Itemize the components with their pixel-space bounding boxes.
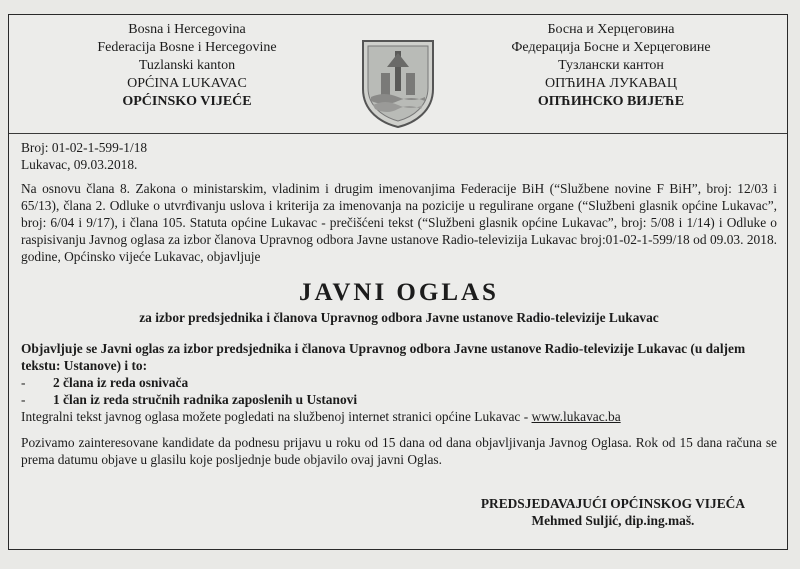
entity-name: Federacija Bosne i Hercegovine bbox=[97, 40, 277, 55]
integral-text-paragraph bbox=[21, 408, 777, 425]
announcement-body bbox=[21, 139, 777, 468]
publication-paragraph: Objavljuje se Javni oglas za izbor predsjednika i članova Upravnog odbora Javne ustanove Radio-televizije Lukavac (u daljem tekstu: Ustanove) i to: bbox=[21, 341, 746, 373]
legal-basis-paragraph: Na osnovu člana 8. Zakona o ministarskim, vladinim i drugim imenovanjima Federacije BiH (“Službene novine F BiH”, broj: 12/03 i 65/13), člana 2. Odluke o utvrđivanju uslova i kriterija za imenovanja na pozicije u regulirane organe (“Službeni glasnik općine Lukavac”, broj: 6/04 i 9/17), i člana 105. Statuta općine Lukavac - prečišćeni tekst (“Službeni glasnik općine Lukavac”, broj: 5/08 i 1/14) i Odluke o raspisivanju Javnog oglasa za izbor članova Upravnog odbora Javne ustanove Radio-televizija Lukavac broj:01-02-1-599/18 od 09.03. 2018. godine, Općinsko vijeće Lukavac, objavljuje bbox=[21, 181, 777, 264]
announcement-frame bbox=[8, 14, 788, 550]
letterhead bbox=[9, 15, 787, 134]
municipality-name-cyr: ОПЋИНА ЛУКАВАЦ bbox=[545, 76, 677, 91]
integral-text: Integralni tekst javnog oglasa možete pogledati na službenoj internet stranici općine Lukavac - bbox=[21, 409, 532, 424]
signatory-role: PREDSJEDAVAJUĆI OPĆINSKOG VIJEĆA bbox=[480, 496, 745, 511]
positions-list bbox=[21, 374, 777, 408]
signature-block bbox=[481, 495, 745, 529]
letterhead-latin bbox=[57, 21, 317, 111]
reference-number: Broj: 01-02-1-599-1/18 bbox=[21, 140, 148, 155]
list-dash: - bbox=[21, 392, 26, 407]
council-name: OPĆINSKO VIJEĆE bbox=[122, 94, 252, 109]
list-item-text: 2 člana iz reda osnivača bbox=[53, 375, 189, 390]
country-name-cyr: Босна и Херцеговина bbox=[547, 22, 675, 37]
coat-of-arms-icon bbox=[359, 37, 437, 129]
website-link[interactable]: www.lukavac.ba bbox=[531, 409, 621, 424]
document-date: Lukavac, 09.03.2018. bbox=[21, 157, 138, 172]
list-item bbox=[21, 391, 777, 408]
letterhead-cyrillic bbox=[481, 21, 741, 111]
country-name: Bosna i Hercegovina bbox=[128, 22, 246, 37]
signatory-name: Mehmed Suljić, dip.ing.maš. bbox=[531, 513, 695, 528]
list-item bbox=[21, 374, 777, 391]
canton-name-cyr: Тузлански кантон bbox=[558, 58, 664, 73]
announcement-title: JAVNI OGLAS bbox=[299, 279, 499, 306]
list-dash: - bbox=[21, 375, 26, 390]
municipality-name: OPĆINA LUKAVAC bbox=[127, 76, 247, 91]
document-meta bbox=[21, 139, 777, 173]
entity-name-cyr: Федерација Босне и Херцеговине bbox=[511, 40, 711, 55]
council-name-cyr: ОПЋИНСКО ВИЈЕЋЕ bbox=[537, 94, 685, 109]
invitation-paragraph: Pozivamo zainteresovane kandidate da podnesu prijavu u roku od 15 dana od dana objavljivanja Javnog Oglasa. Rok od 15 dana računa se prema datumu objave u glasilu koje posljednje bude objavilo ovaj javni Oglas. bbox=[21, 435, 777, 467]
list-item-text: 1 član iz reda stručnih radnika zaposlenih u Ustanovi bbox=[53, 392, 358, 407]
announcement-subtitle: za izbor predsjednika i članova Upravnog odbora Javne ustanove Radio-televizije Lukavac bbox=[139, 310, 659, 325]
canton-name: Tuzlanski kanton bbox=[138, 58, 236, 73]
